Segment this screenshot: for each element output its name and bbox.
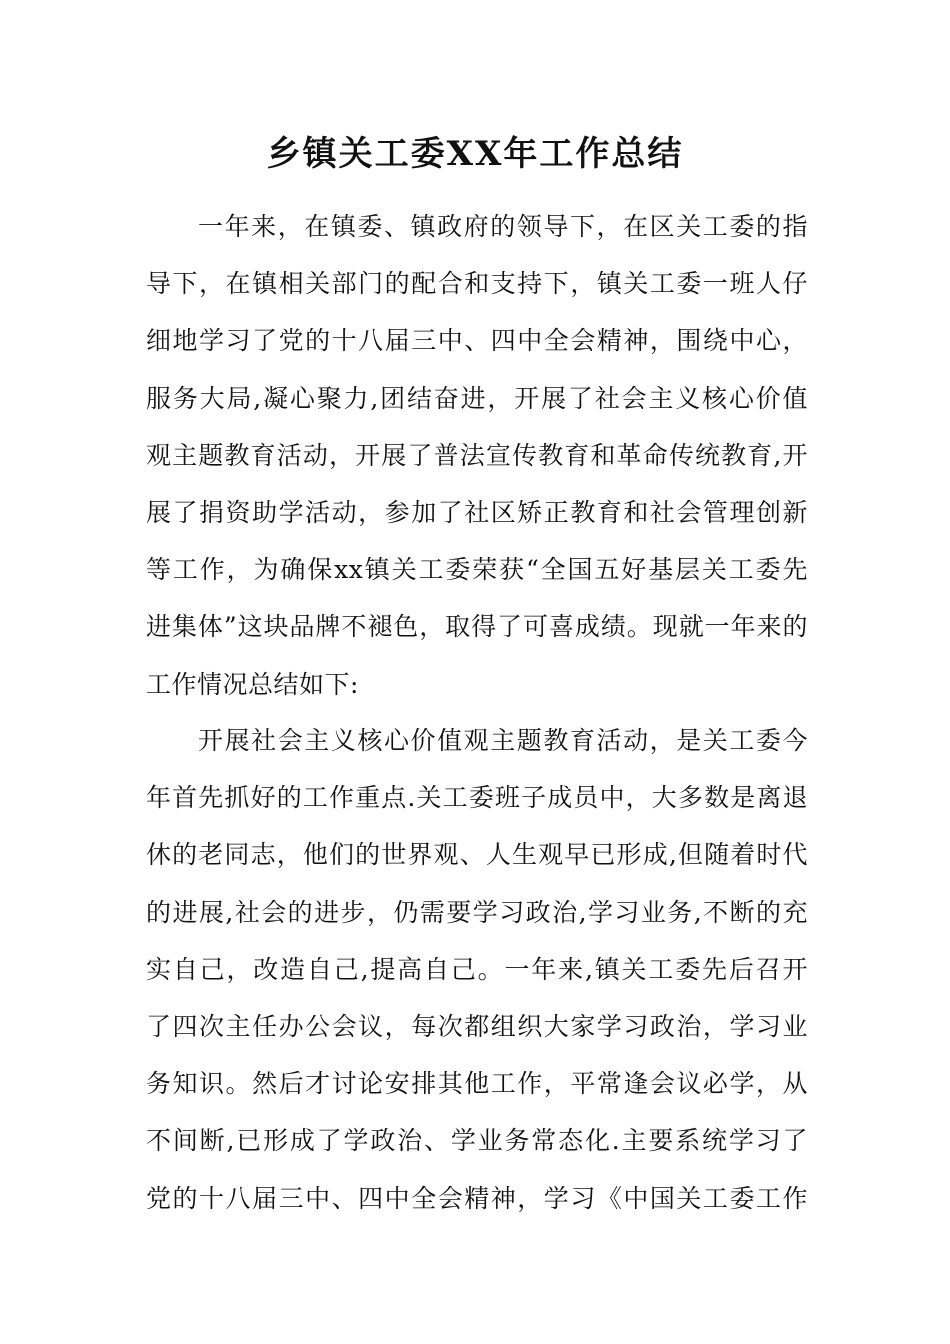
paragraph-line: 年首先抓好的工作重点.关工委班子成员中，大多数是离退 (146, 783, 808, 813)
document-title: 乡镇关工委XX年工作总结 (266, 134, 684, 174)
paragraph-line: 党的十八届三中、四中全会精神，学习《中国关工委工作 (146, 1183, 808, 1213)
paragraph-line: 导下，在镇相关部门的配合和支持下，镇关工委一班人仔 (146, 269, 808, 299)
paragraph-line: 等工作，为确保xx镇关工委荣获“全国五好基层关工委先 (146, 555, 808, 585)
paragraph-line: 一年来，在镇委、镇政府的领导下，在区关工委的指 (198, 212, 808, 241)
paragraph-line: 不间断,已形成了学政治、学业务常态化.主要系统学习了 (146, 1126, 808, 1156)
paragraph-line: 开展社会主义核心价值观主题教育活动，是关工委今 (198, 726, 808, 755)
paragraph-line: 休的老同志，他们的世界观、人生观早已形成,但随着时代 (146, 840, 808, 870)
paragraph-1 (146, 198, 808, 713)
paragraph-line: 观主题教育活动，开展了普法宣传教育和革命传统教育,开 (146, 440, 808, 470)
paragraph-line: 工作情况总结如下: (146, 669, 359, 699)
paragraph-line: 服务大局,凝心聚力,团结奋进，开展了社会主义核心价值 (146, 383, 808, 413)
paragraph-line: 实自己，改造自己,提高自己。一年来,镇关工委先后召开 (146, 954, 808, 984)
paragraph-line: 进集体”这块品牌不褪色，取得了可喜成绩。现就一年来的 (146, 612, 808, 642)
paragraph-line: 细地学习了党的十八届三中、四中全会精神，围绕中心， (146, 326, 808, 356)
paragraph-line: 了四次主任办公会议，每次都组织大家学习政治，学习业 (146, 1011, 808, 1041)
paragraph-line: 务知识。然后才讨论安排其他工作，平常逢会议必学，从 (146, 1069, 808, 1099)
paragraph-2 (146, 712, 808, 1227)
paragraph-line: 的进展,社会的进步，仍需要学习政治,学习业务,不断的充 (146, 897, 808, 927)
paragraph-line: 展了捐资助学活动，参加了社区矫正教育和社会管理创新 (146, 497, 808, 527)
